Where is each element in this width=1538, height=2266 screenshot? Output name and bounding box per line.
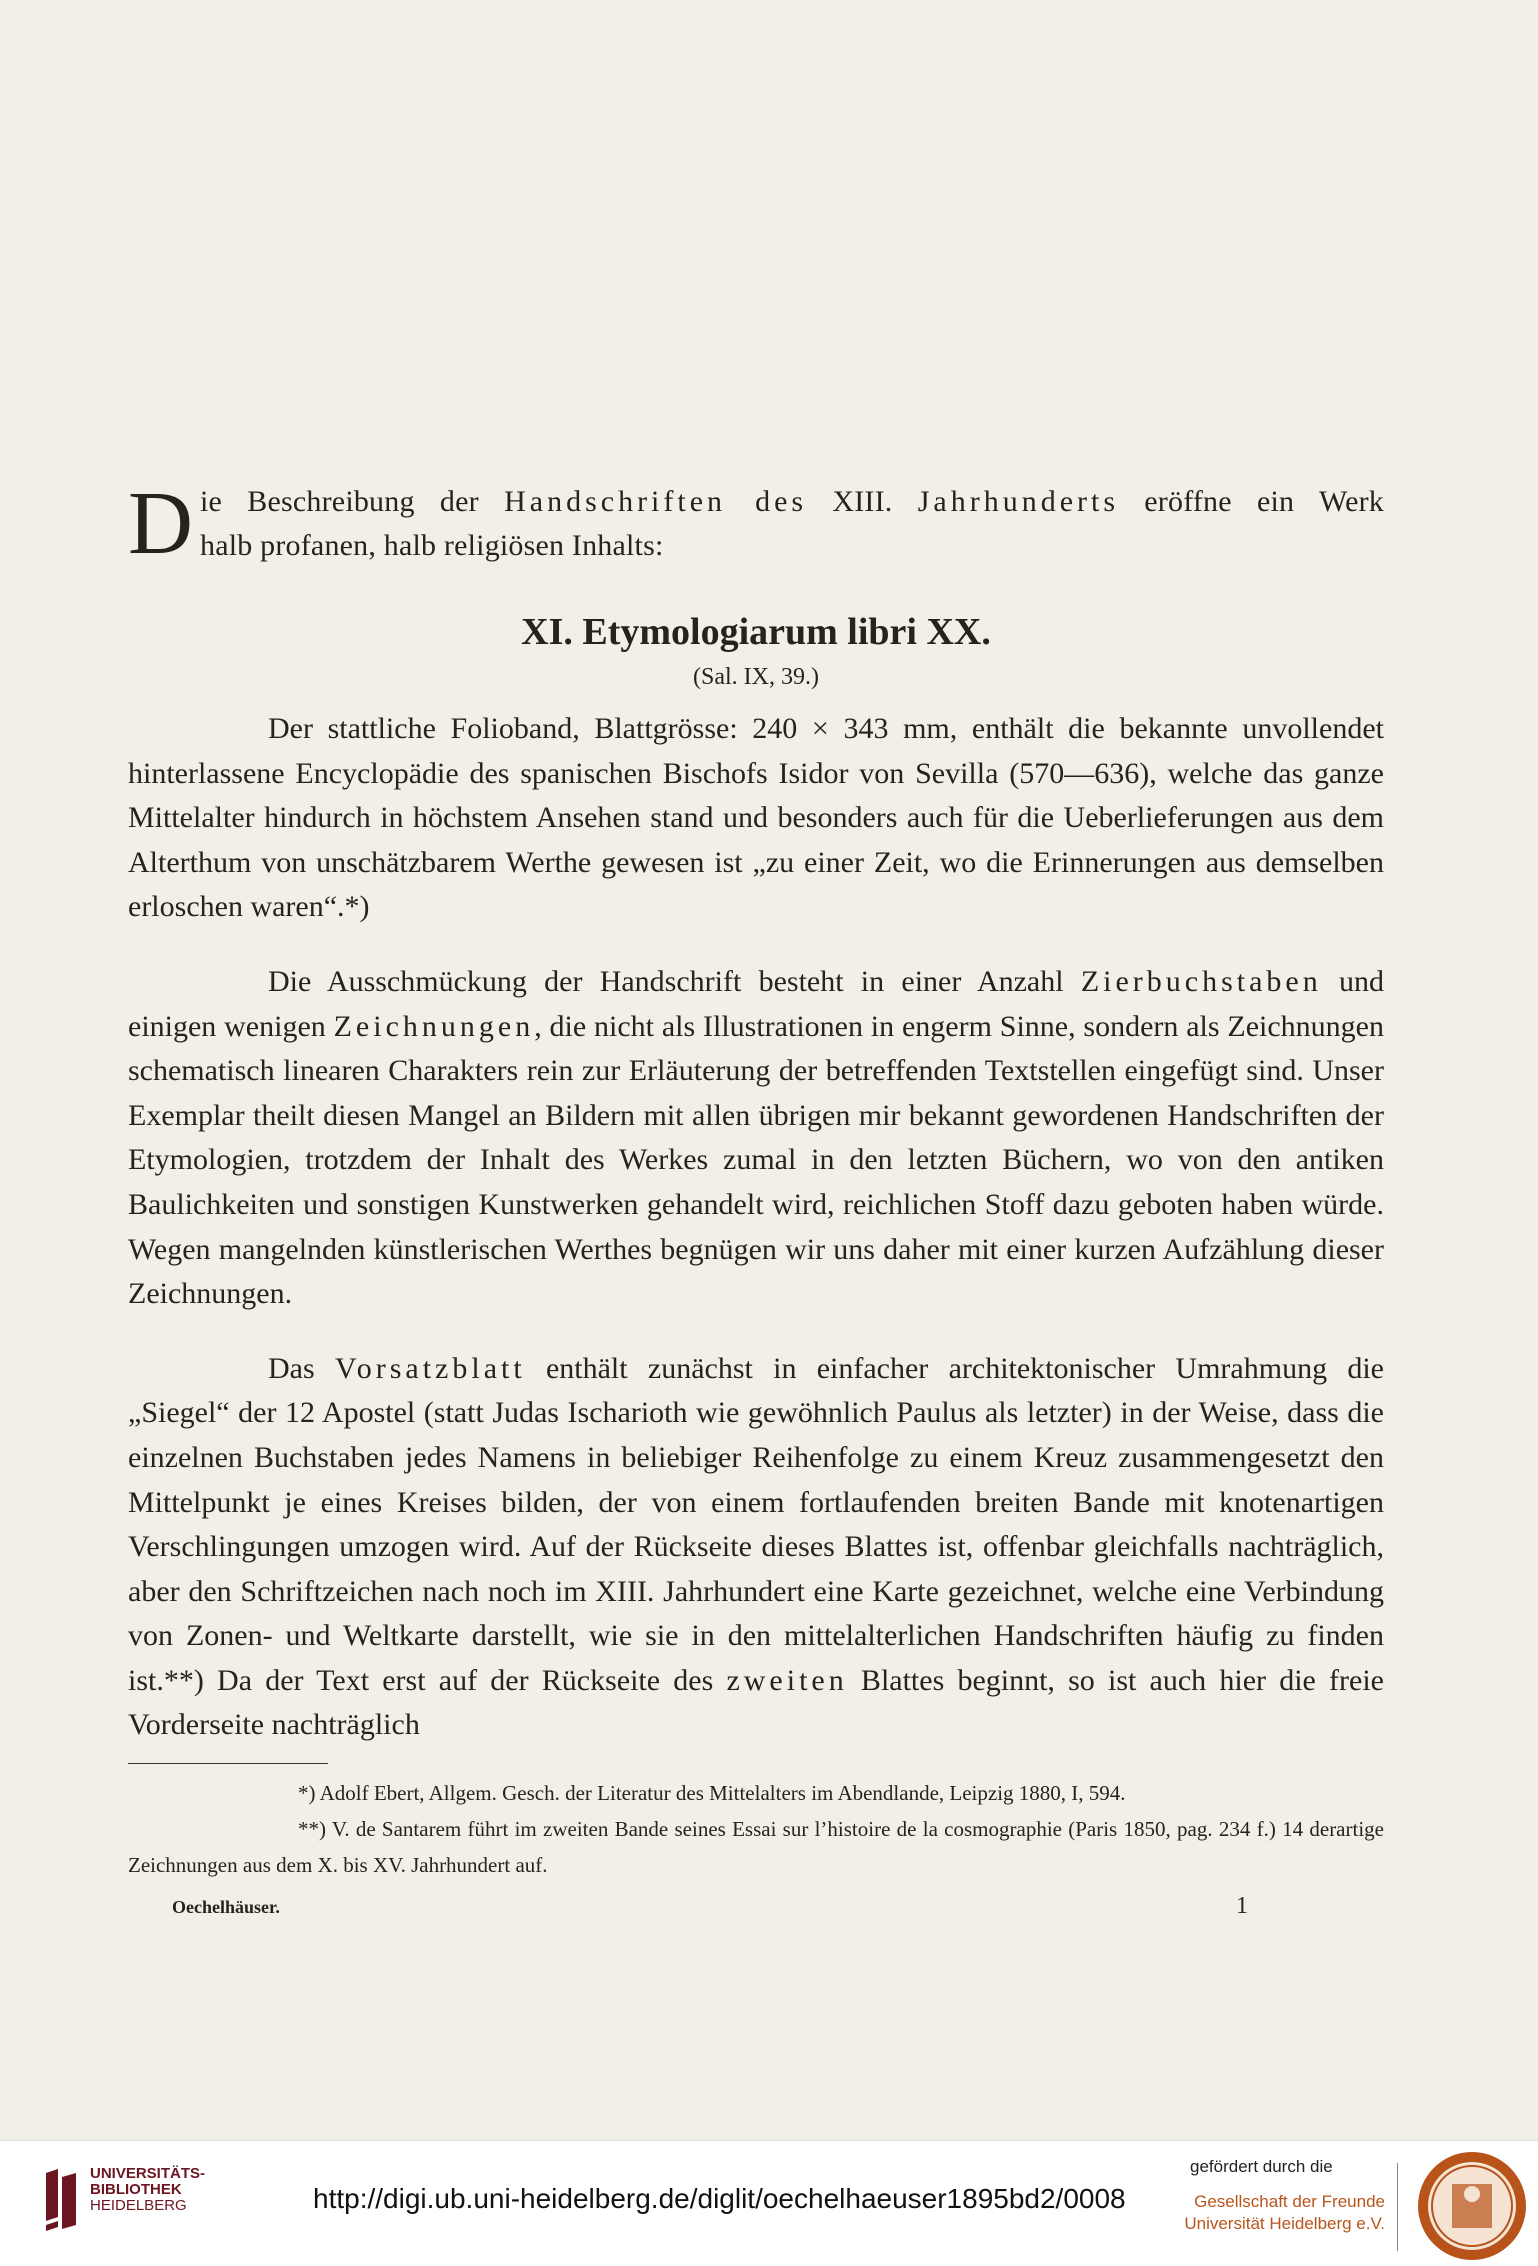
signature-mark: Oechelhäuser. <box>172 1897 280 1917</box>
university-seal-icon <box>1416 2150 1528 2262</box>
spaced-text: Zeichnungen <box>333 1009 535 1043</box>
para-text: Blattes beginnt, so ist auch hier die freie Vorderseite nachträglich <box>128 1663 1384 1742</box>
sponsor-name-line: Gesellschaft der Freunde <box>1194 2192 1385 2211</box>
spaced-text: Jahrhunderts <box>917 485 1120 518</box>
spaced-text: zweiten <box>726 1663 848 1697</box>
intro-paragraph <box>128 474 1384 573</box>
sponsor-name-line: Universität Heidelberg e.V. <box>1184 2214 1385 2233</box>
spaced-text: Vorsatzblatt <box>334 1351 526 1385</box>
intro-line-2: halb profanen, halb religiösen Inhalts: <box>200 529 664 562</box>
page-number: 1 <box>1236 1893 1248 1919</box>
para-text: , die nicht als Illustrationen in engerm Sinne, sondern als Zeichnungen schematisch linearen Charakters rein zur Erläuterung der betreffenden Textstellen eingefügt sind. Unser Exemplar theilt diesen Mangel an Bildern mit allen übrigen mir bekannt gewordenen Handschriften der Etymologien, trotzdem der Inhalt des Werkes zumal in den letzten Büchern, wo von den antiken Baulichkeiten und sonstigen Kunstwerken gehandelt wird, reichlichen Stoff dazu geboten haben würde. Wegen mangelnden künstlerischen Werthes begnügen wir uns daher mit einer kurzen Aufzählung dieser Zeichnungen. <box>128 1009 1384 1311</box>
intro-text: XIII. <box>807 485 918 518</box>
footnote-1: *) Adolf Ebert, Allgem. Gesch. der Literatur des Mittelalters im Abendlande, Leipzig 1880, I, 594. <box>298 1781 1126 1805</box>
library-name <box>90 2166 205 2214</box>
sponsor-name <box>1180 2191 1385 2235</box>
para-text: enthält zunächst in einfacher architektonischer Umrahmung die „Siegel“ der 12 Apostel (statt Judas Ischarioth wie gewöhnlich Paulus als letzter) in der Weise, dass die einzelnen Buchstaben jedes Namens in beliebiger Reihenfolge zu einem Kreuz zusammengesetzt den Mittelpunkt je eines Kreises bilden, der von einem fortlaufenden breiten Bande mit knotenartigen Verschlingungen umzogen wird. Auf der Rückseite dieses Blattes ist, offenbar gleichfalls nachträglich, aber den Schriftzeichen nach noch im XIII. Jahrhundert eine Karte gezeichnet, welche eine Verbindung von Zonen- und Weltkarte darstellt, wie sie in den mittelalterlichen Handschriften häufig zu finden ist.**) Da der Text erst auf der Rückseite des <box>128 1351 1384 1697</box>
paragraph-1: Der stattliche Folioband, Blattgrösse: 240 × 343 mm, enthält die bekannte unvollendet hinterlassene Encyclopädie des spanischen Bischofs Isidor von Sevilla (570—636), welche das ganze Mittelalter hindurch in höchstem Ansehen stand und besonders auch für die Ueberlieferungen aus dem Alterthum von unschätzbarem Werthe gewesen ist „zu einer Zeit, wo die Erinnerungen aus demselben erloschen waren“.*) <box>128 712 1384 924</box>
section-title: XI. Etymologiarum libri XX. <box>521 611 991 653</box>
spaced-text: Zierbuchstaben <box>1080 964 1322 998</box>
main-text-column <box>128 474 1385 1778</box>
drop-cap: D <box>128 474 193 573</box>
footnote-2: **) V. de Santarem führt im zweiten Bande seines Essai sur l’histoire de la cosmographie (Paris 1850, pag. 234 f.) 14 derartige Zeichnungen aus dem X. bis XV. Jahrhundert auf. <box>128 1817 1384 1877</box>
footer-divider <box>1397 2163 1398 2251</box>
paragraph-2 <box>128 960 1384 1317</box>
footnotes <box>128 1775 1384 1883</box>
intro-line-1 <box>128 480 1384 524</box>
footnote-rule <box>128 1763 328 1764</box>
para-text: und einigen wenigen <box>128 964 1385 1043</box>
library-name-line: BIBLIOTHEK <box>90 2181 182 2198</box>
permalink-url[interactable]: http://digi.ub.uni-heidelberg.de/diglit/oechelhaeuser1895bd2/0008 <box>313 2183 1126 2214</box>
university-library-logo-icon <box>42 2167 82 2231</box>
section-subtitle: (Sal. IX, 39.) <box>693 664 819 690</box>
paragraph-3 <box>128 1347 1384 1748</box>
para-text: Das <box>268 1351 335 1385</box>
library-name-line: UNIVERSITÄTS- <box>90 2165 206 2182</box>
intro-text: ie Beschreibung der <box>200 485 505 518</box>
para-text: Die Ausschmückung der Handschrift besteht in einer Anzahl <box>268 964 1081 998</box>
spaced-text: Handschriften des <box>504 485 808 518</box>
library-name-line: HEIDELBERG <box>90 2197 187 2214</box>
intro-text: eröffne ein Werk <box>1119 485 1384 518</box>
sponsor-label: gefördert durch die <box>1190 2157 1333 2176</box>
